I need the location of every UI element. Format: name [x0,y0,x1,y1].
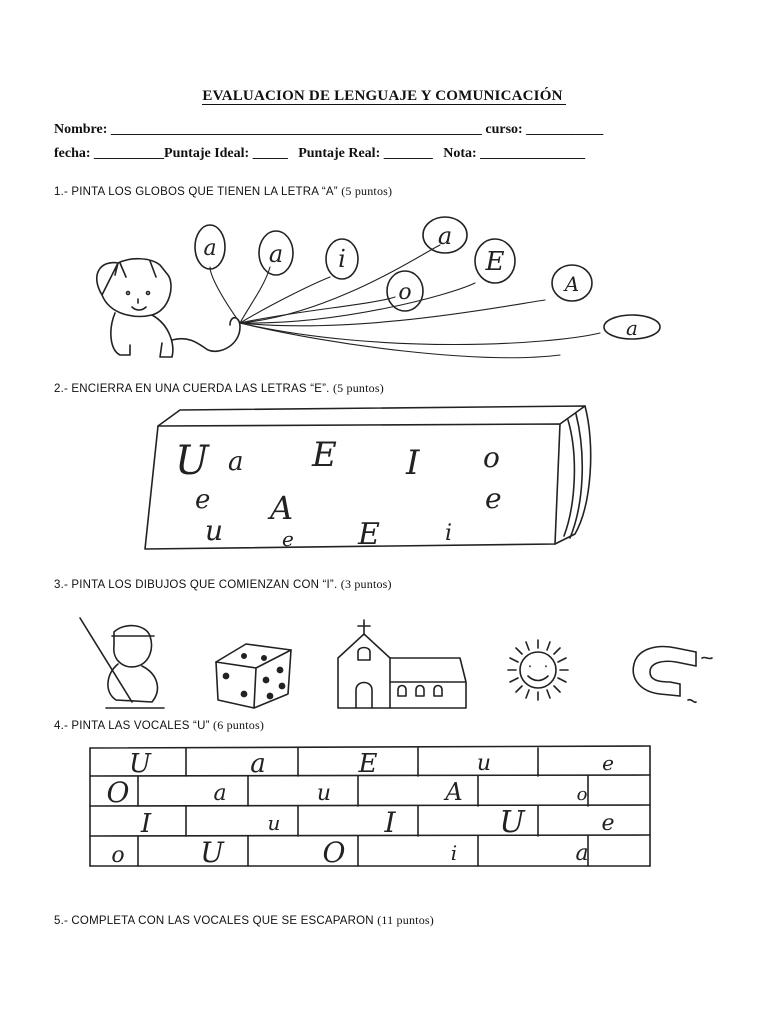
wall-cell[interactable]: O [106,776,130,809]
svg-text:A: A [564,272,580,296]
wall-cell[interactable]: a [250,749,266,779]
balloon-5[interactable] [423,217,467,253]
svg-text:a: a [203,236,217,261]
name-course-line: Nombre: _____________________________________________________ curso: ___________ [54,122,604,137]
svg-text:e: e [485,482,502,515]
balloon-8[interactable] [604,315,660,340]
instruction-1: 1.- PINTA LOS GLOBOS QUE TIENEN LA LETRA “A” (5 puntos) [54,184,393,198]
svg-text:E: E [358,517,380,552]
svg-text:A: A [270,489,294,527]
cat-drawing [97,259,240,357]
wall-cell[interactable]: o [576,784,588,805]
svg-text:i: i [338,245,346,273]
wall-cell[interactable]: U [200,836,224,869]
instruction-2: 2.- ENCIERRA EN UNA CUERDA LAS LETRAS “E”. (5 puntos) [54,381,384,395]
wall-cell[interactable]: O [322,836,346,869]
svg-text:a: a [626,316,638,340]
svg-text:e: e [195,485,211,515]
page-title: EVALUACION DE LENGUAJE Y COMUNICACIÓN [0,88,768,105]
balloon-6[interactable] [475,239,515,283]
sol-picture[interactable] [508,640,568,700]
svg-text:a: a [268,240,284,268]
wall-cell[interactable]: a [213,781,227,806]
instruction-4: 4.- PINTA LAS VOCALES “U” (6 puntos) [54,718,265,732]
svg-text:e: e [282,527,294,551]
dado-picture[interactable] [216,644,291,708]
wall-cell[interactable]: U [129,749,151,779]
wall-cell[interactable]: u [316,781,332,806]
wall-cell[interactable]: a [575,841,589,866]
letter-wall [88,742,658,872]
balloon-7[interactable] [552,265,592,301]
iglesia-picture[interactable] [338,620,466,708]
wall-cell[interactable]: i [450,841,458,865]
indio-picture[interactable] [80,618,164,708]
svg-text:o: o [398,280,412,305]
balloons-illustration [80,215,680,375]
svg-text:i: i [445,521,453,546]
wall-cell[interactable]: u [476,751,492,776]
wall-cell[interactable]: o [111,843,125,868]
svg-text:E: E [312,435,337,475]
wall-cell[interactable]: E [358,749,378,779]
svg-text:U: U [175,438,209,484]
wall-cell[interactable]: I [384,806,396,839]
balloon-1[interactable] [195,225,225,269]
wall-cell[interactable]: A [445,778,463,806]
svg-text:u: u [205,514,224,547]
svg-text:o: o [483,441,500,474]
svg-text:a: a [437,222,453,250]
balloon-4[interactable] [387,271,423,311]
wall-cell[interactable]: U [499,805,525,840]
svg-text:E: E [485,247,505,277]
wall-cell[interactable]: u [267,811,281,835]
iman-picture[interactable] [633,647,712,703]
svg-text:a: a [228,447,244,477]
svg-text:I: I [406,443,420,483]
date-score-line: fecha: __________Puntaje Ideal: _____ Puntaje Real: _______ Nota: _______________ [54,146,586,161]
pictures-row [76,612,716,712]
balloon-3[interactable] [326,239,358,279]
wall-cell[interactable]: I [140,809,152,839]
wall-cell[interactable]: e [601,811,615,836]
instruction-5: 5.- COMPLETA CON LAS VOCALES QUE SE ESCAPARON (11 puntos) [54,913,434,927]
book-letters [175,435,502,552]
balloon-2[interactable] [259,231,293,275]
instruction-3: 3.- PINTA LOS DIBUJOS QUE COMIENZAN CON “I”. (3 puntos) [54,577,392,591]
wall-cell[interactable]: e [602,751,614,775]
book-illustration [140,404,600,554]
